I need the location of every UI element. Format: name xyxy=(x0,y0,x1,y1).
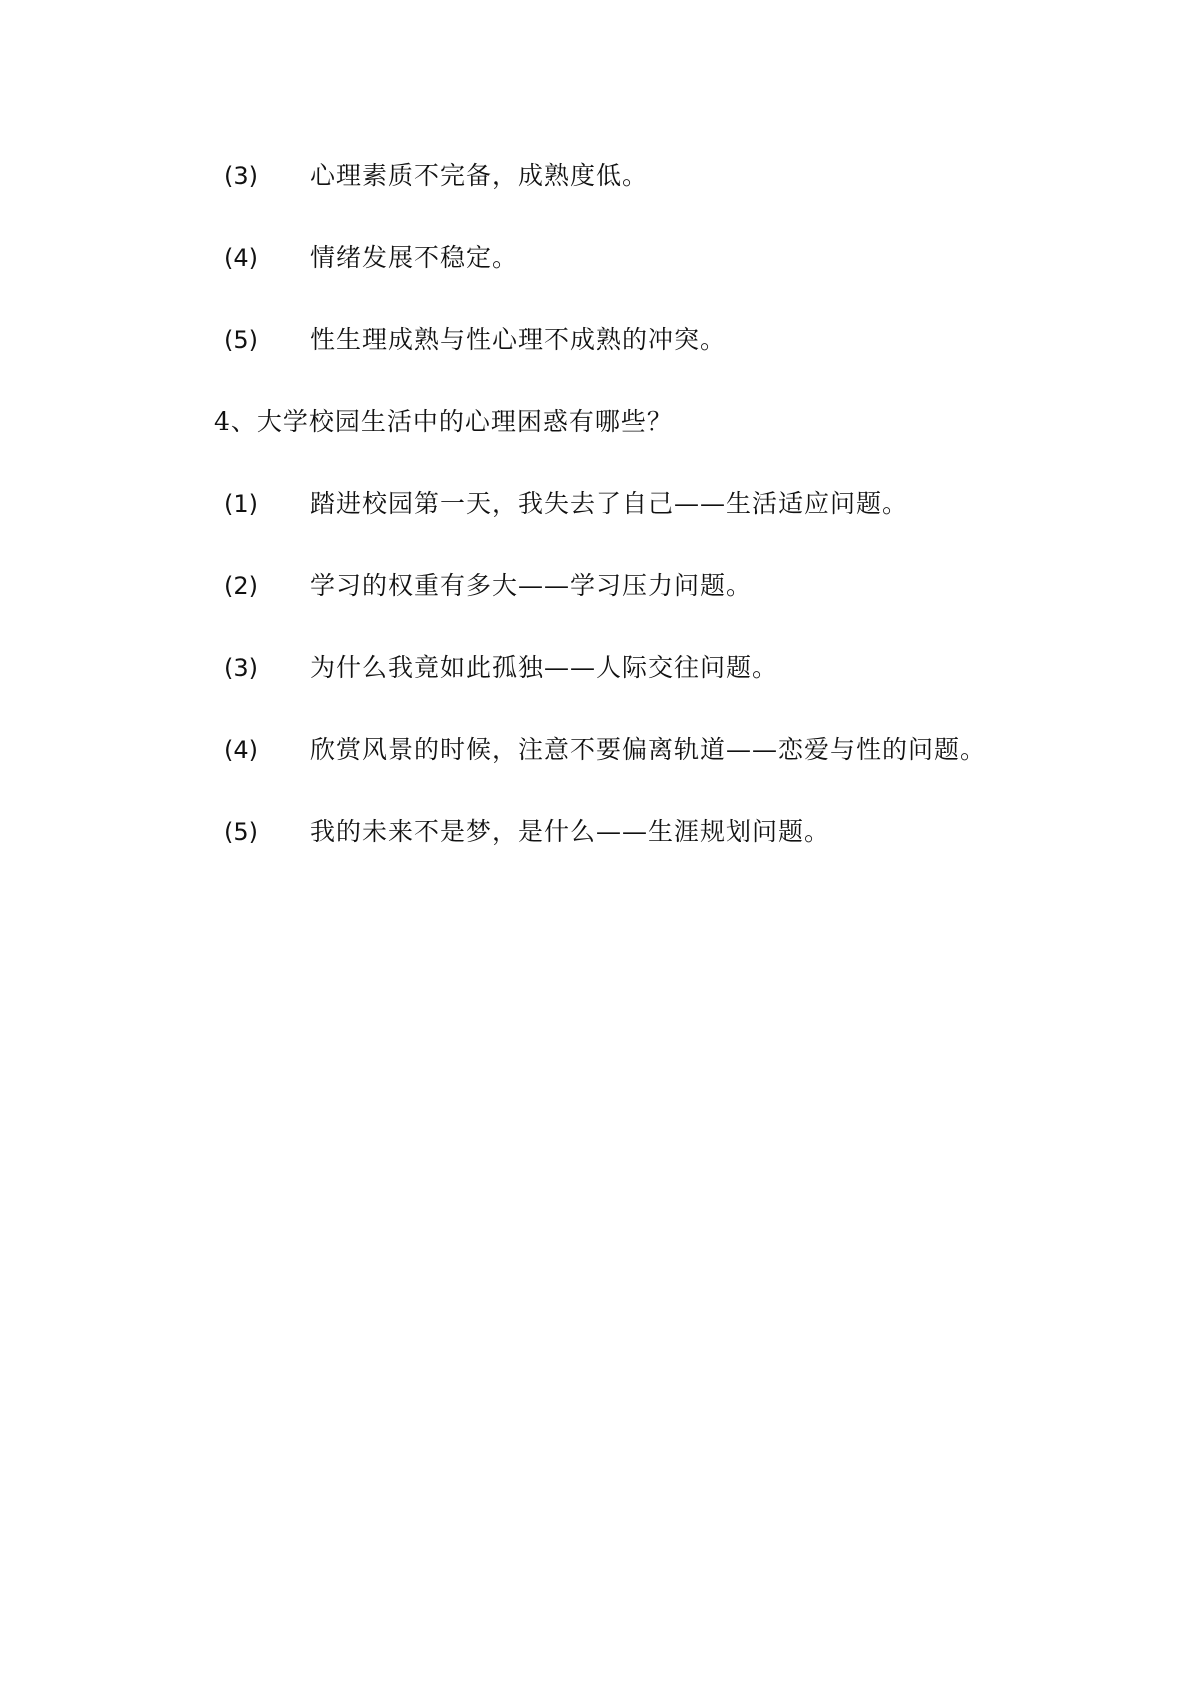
item-text: 学习的权重有多大——学习压力问题。 xyxy=(310,571,753,600)
item-text: 心理素质不完备，成熟度低。 xyxy=(310,161,649,190)
item-text: 踏进校园第一天，我失去了自己——生活适应问题。 xyxy=(310,489,909,518)
item-number: (5) xyxy=(224,818,258,846)
item-text: 我的未来不是梦，是什么——生涯规划问题。 xyxy=(310,817,831,846)
item-number: (4) xyxy=(224,244,258,272)
section-heading: 4、大学校园生活中的心理困惑有哪些？ xyxy=(214,407,673,436)
item-number: (4) xyxy=(224,736,258,764)
item-number: (3) xyxy=(224,162,258,190)
item-text: 情绪发展不稳定。 xyxy=(310,243,519,272)
item-text: 欣赏风景的时候，注意不要偏离轨道——恋爱与性的问题。 xyxy=(310,735,987,764)
item-number: (1) xyxy=(224,490,258,518)
item-text: 为什么我竟如此孤独——人际交往问题。 xyxy=(310,653,779,682)
item-number: (3) xyxy=(224,654,258,682)
item-text: 性生理成熟与性心理不成熟的冲突。 xyxy=(310,325,727,354)
item-number: (2) xyxy=(224,572,258,600)
item-number: (5) xyxy=(224,326,258,354)
